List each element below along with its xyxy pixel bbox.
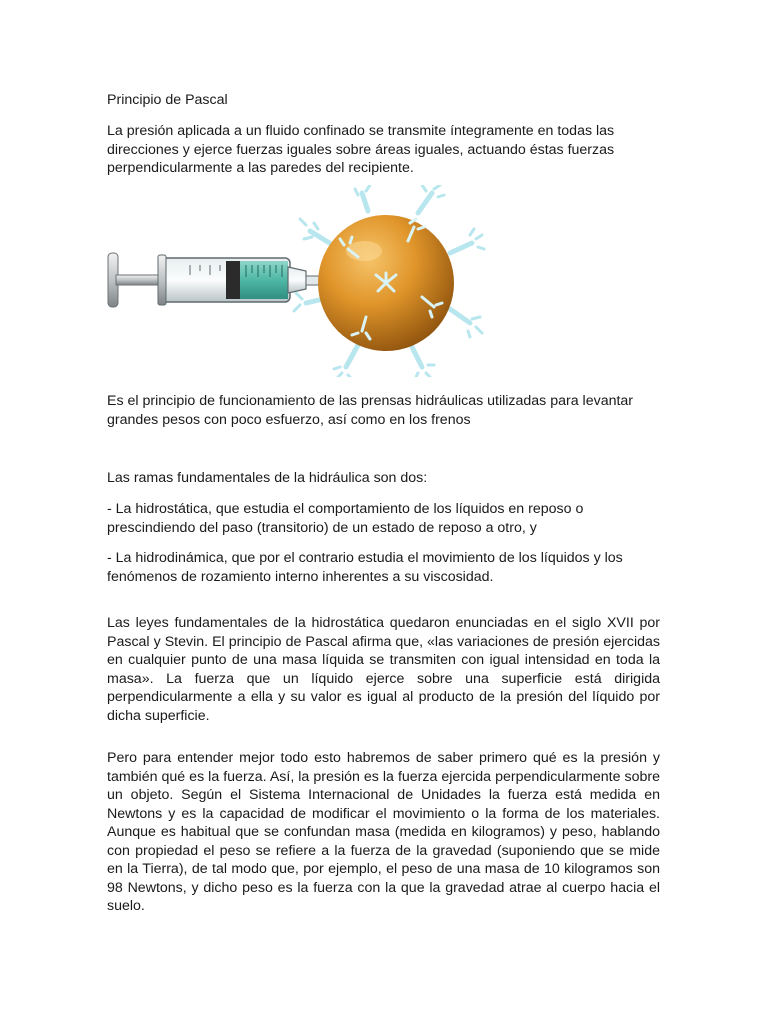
paragraph-fundamental-laws: Las leyes fundamentales de la hidrostática quedaron enunciadas en el siglo XVII por Pascal y Stevin. El principio de Pascal afirma que, «las variaciones de presión ejercidas en cualquier punto de una masa líquida se transmiten con igual intensidad en toda la masa». La fuerza que un líquido ejerce sobre una superficie está dirigida perpendicularmente a ella y su valor es igual al producto de la presión del líquido por dicha superficie. [107, 615, 660, 724]
paragraph-pressure-force: Pero para entender mejor todo esto habremos de saber primero qué es la presión y también qué es la fuerza. Así, la presión es la fuerza ejercida perpendicularmente sobre un objeto. Según el Sistema Internacional de Unidades la fuerza está medida en Newtons y es la capacidad de modificar el movimiento o la forma de los materiales. Aunque es habitual que se confundan masa (medida en kilogramos) y peso, hablando con propiedad el peso se refiere a la fuerza de la gravedad (suponiendo que se mide en la Tierra), de tal modo que, por ejemplo, el peso de una masa de 10 kilogramos son 98 Newtons, y dicho peso es la fuerza con la que la gravedad atrae al cuerpo hacia el suelo. [107, 750, 660, 914]
paragraph-applications: Es el principio de funcionamiento de las prensas hidráulicas utilizadas para levantar grandes pesos con poco esfuerzo, así como en los frenos [107, 393, 634, 428]
paragraph-branches-intro: Las ramas fundamentales de la hidráulica son dos: [107, 470, 428, 486]
pascal-syringe-sphere-illustration [100, 185, 500, 377]
syringe-icon [108, 253, 324, 307]
list-item-hydrostatics: - La hidrostática, que estudia el comportamiento de los líquidos en reposo o prescindiendo del paso (transitorio) de un estado de reposo a otro, y [107, 501, 584, 536]
list-item-hydrodynamics: - La hidrodinámica, que por el contrario estudia el movimiento de los líquidos y los fenómenos de rozamiento interno inherentes a su viscosidad. [107, 550, 623, 585]
paragraph-definition: La presión aplicada a un fluido confinado se transmite íntegramente en todas las direcciones y ejerce fuerzas iguales sobre áreas iguales, actuando éstas fuerzas perpendicularmente a las paredes del recipiente. [107, 123, 615, 176]
document-title: Principio de Pascal [107, 92, 228, 108]
